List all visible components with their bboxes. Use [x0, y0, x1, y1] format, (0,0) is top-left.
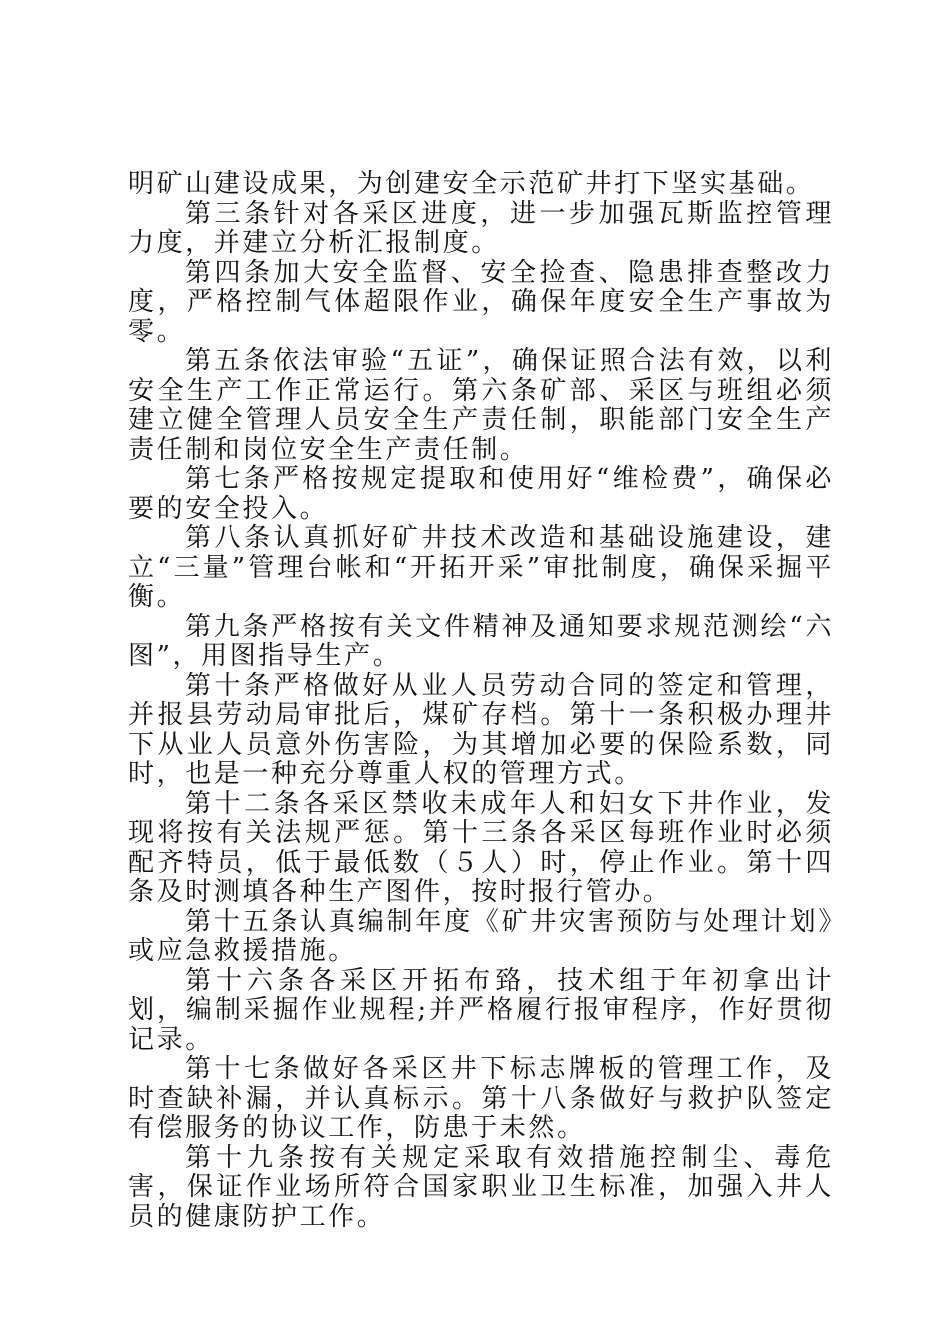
paragraph-article-9: 第九条严格按有关文件精神及通知要求规范测绘“六图”，用图指导生产。: [128, 611, 834, 671]
paragraph-article-4: 第四条加大安全监督、安全捡查、隐患排查整改力度，严格控制气体超限作业，确保年度安全生产事故为零。: [128, 257, 834, 347]
paragraph-article-3: 第三条针对各采区进度，进一步加强瓦斯监控管理力度，并建立分析汇报制度。: [128, 198, 834, 258]
paragraph-article-8: 第八条认真抓好矿井技术改造和基础设施建设，建立“三量”管理台帐和“开拓开采”审批制度，确保采掘平衡。: [128, 523, 834, 612]
paragraph-continuation: 明矿山建设成果，为创建安全示范矿井打下坚实基础。: [128, 169, 815, 199]
paragraph-article-10-11: 第十条严格做好从业人员劳动合同的签定和管理，并报县劳动局审批后，煤矿存档。第十一条积极办理井下从业人员意外伤害险，为其增加必要的保险系数，同时，也是一种充分尊重人权的管理方式。: [128, 670, 834, 789]
paragraph-article-7: 第七条严格按规定提取和使用好“维检费”，确保必要的安全投入。: [128, 464, 834, 524]
paragraph-article-16: 第十六条各采区开拓布臵，技术组于年初拿出计划，编制采掘作业规程;并严格履行报审程序，作好贯彻记录。: [128, 965, 834, 1055]
paragraph-article-15: 第十五条认真编制年度《矿井灾害预防与处理计划》或应急救援措施。: [128, 906, 834, 966]
document-body: [128, 170, 834, 1232]
paragraph-article-17-18: 第十七条做好各采区井下标志牌板的管理工作，及时查缺补漏，并认真标示。第十八条做好与救护队签定有偿服务的协议工作，防患于未然。: [128, 1054, 834, 1143]
paragraph-article-12-14: 第十二条各采区禁收未成年人和妇女下井作业，发现将按有关法规严惩。第十三条各采区每班作业时必须配齐特员，低于最低数（５人）时，停止作业。第十四条及时测填各种生产图件，按时报行管办。: [128, 788, 834, 907]
paragraph-article-5-6: 第五条依法审验“五证”，确保证照合法有效，以利安全生产工作正常运行。第六条矿部、采区与班组必须建立健全管理人员安全生产责任制，职能部门安全生产责任制和岗位安全生产责任制。: [128, 346, 834, 465]
paragraph-article-19: 第十九条按有关规定采取有效措施控制尘、毒危害，保证作业场所符合国家职业卫生标准，加强入井人员的健康防护工作。: [128, 1142, 834, 1232]
